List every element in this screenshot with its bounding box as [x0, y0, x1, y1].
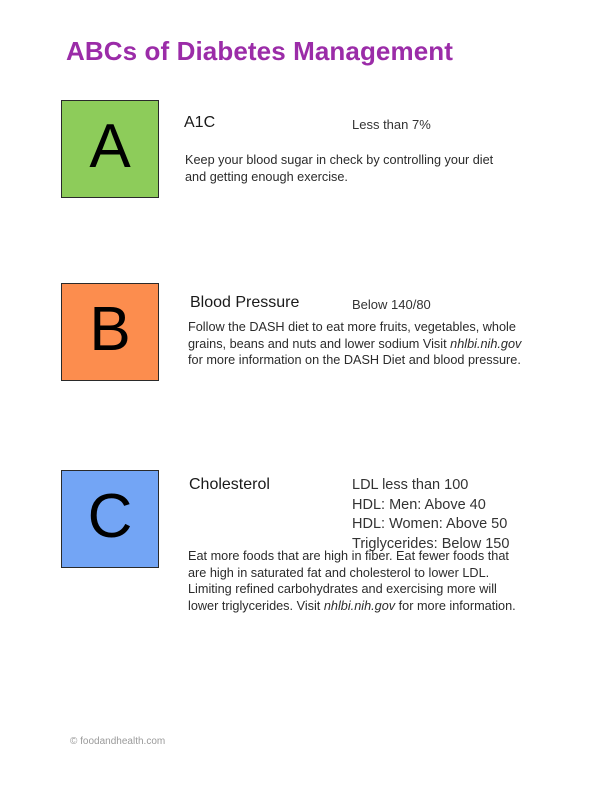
value-line: LDL less than 100 [352, 477, 469, 493]
letter-box-a [61, 100, 159, 198]
letter-glyph-b: B [89, 295, 131, 364]
footer-credit: © foodandhealth.com [70, 736, 166, 747]
body-text-link: nhlbi.nih.gov [323, 598, 396, 613]
section-heading-a1c: A1C [184, 114, 216, 131]
body-text-suffix: for more information. [395, 598, 516, 613]
value-line: HDL: Women: Above 50 [352, 516, 508, 532]
value-line: Below 140/80 [352, 297, 431, 312]
value-line: HDL: Men: Above 40 [352, 496, 486, 513]
letter-box-c [61, 470, 159, 568]
body-text-prefix: Eat more foods that are high in fiber. Eat fewer foods that are high in saturated fat and cholesterol to lower LDL. Limiting refined carbohydrates and exercising more will lower triglycerides. Visit [188, 549, 509, 613]
section-values-blood-pressure [352, 296, 431, 314]
letter-glyph-a: A [89, 112, 131, 181]
section-values-a1c [352, 116, 431, 134]
section-body-blood-pressure [188, 319, 522, 369]
page-title: ABCs of Diabetes Management [66, 36, 453, 66]
letter-box-b [61, 283, 159, 381]
body-text-prefix: Follow the DASH diet to eat more fruits, vegetables, whole grains, beans and nuts and lower sodium Visit [188, 320, 516, 351]
body-text-link: nhlbi.nih.gov [450, 336, 522, 351]
section-heading-blood-pressure: Blood Pressure [190, 294, 300, 311]
body-text-suffix: for more information on the DASH Diet and blood pressure. [188, 353, 521, 367]
section-body-a1c [185, 152, 513, 185]
value-line: Triglycerides: Below 150 [352, 535, 510, 552]
section-values-cholesterol [352, 476, 509, 554]
section-body-cholesterol [188, 548, 524, 614]
letter-glyph-c: C [87, 482, 133, 551]
value-line: Less than 7% [352, 117, 431, 132]
body-text-prefix: Keep your blood sugar in check by controlling your diet and getting enough exercise. [185, 153, 494, 184]
section-heading-cholesterol: Cholesterol [189, 476, 270, 493]
